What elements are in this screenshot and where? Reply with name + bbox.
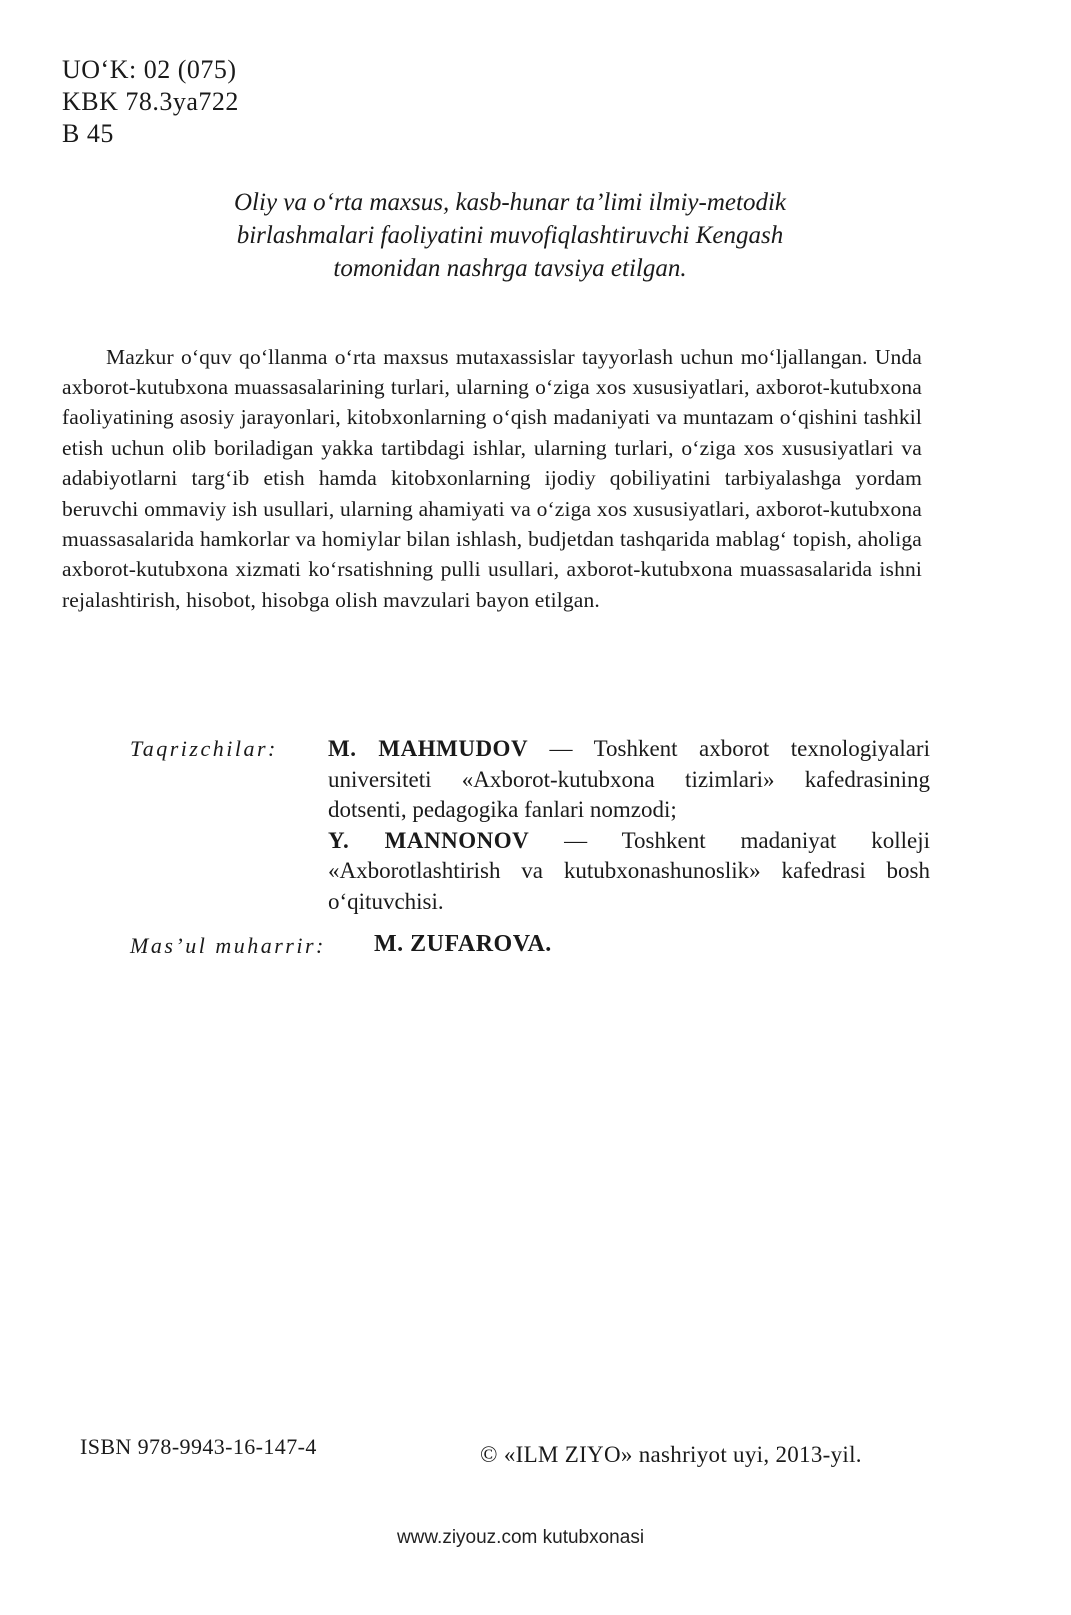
classification-codes (62, 54, 239, 150)
book-abstract: Mazkur o‘quv qo‘llanma o‘rta maxsus mutaxassislar tayyorlash uchun mo‘ljallangan. Unda axborot-kutubxona muassasalarining turlari, ularning o‘ziga xos xususiyatlari, axborot-kutubxona faoliyatining asosiy jarayonlari, kitobxonlarning o‘qish madaniyati va muntazam o‘qishini tashkil etish uchun olib boriladigan yakka tartibdagi ishlar, ularning turlari, o‘ziga xos xususiyatlari va adabiyotlarni targ‘ib etish hamda kitobxonlarning ijodiy qobiliyatini tarbiyalashga yordam beruvchi ommaviy ish usullari, ularning ahamiyati va o‘ziga xos xususiyatlari, axborot-kutubxona muassasalarida hamkorlar va homiylar bilan ishlash, budjetdan tashqarida mablag‘ topish, aholiga axborot-kutubxona xizmati ko‘rsatishning pulli usullari, axborot-kutubxona muassasalarida ishni rejalashtirish, hisobot, hisobga olish mavzulari bayon etilgan. (62, 344, 922, 612)
footer-url: www.ziyouz.com kutubxonasi (396, 1527, 645, 1548)
reviewers-row (130, 734, 930, 917)
credits-section (130, 734, 930, 962)
recommendation-line: birlashmalari faoliyatini muvofiqlashtiruvchi Kengash (236, 222, 784, 249)
reviewer-description: — Toshkent madaniyat kolleji «Axborotlashtirish va kutubxonashunoslik» kafedrasi bosh o‘qituvchisi. (328, 827, 930, 914)
isbn-number: ISBN 978-9943-16-147-4 (80, 1434, 317, 1459)
reviewers-label: Taqrizchilar: (130, 736, 278, 761)
editor-name: M. ZUFAROVA. (374, 931, 552, 957)
udk-code: UO‘K: 02 (075) (62, 55, 237, 84)
editor-row (130, 929, 930, 962)
reviewers-list (328, 734, 930, 917)
bbk-code: KBK 78.3ya722 (62, 87, 239, 116)
reviewer-name: M. MAHMUDOV (328, 736, 529, 761)
recommendation-line: tomonidan nashrga tavsiya etilgan. (333, 255, 687, 282)
publication-recommendation (160, 186, 860, 285)
reviewer-entry (328, 826, 930, 918)
recommendation-line: Oliy va o‘rta maxsus, kasb-hunar ta’limi ilmiy-metodik (234, 189, 786, 216)
author-mark: B 45 (62, 119, 114, 148)
reviewer-entry (328, 734, 930, 826)
copyright-notice: © «ILM ZIYO» nashriyot uyi, 2013-yil. (480, 1442, 862, 1467)
reviewer-description: — Toshkent axborot texnologiyalari universiteti «Axborot-kutubxona tizimlari» kafedrasining dotsenti, pedagogika fanlari nomzodi; (328, 736, 930, 822)
reviewer-name: Y. MANNONOV (328, 827, 530, 853)
editor-label: Mas’ul muharrir: (130, 933, 326, 958)
